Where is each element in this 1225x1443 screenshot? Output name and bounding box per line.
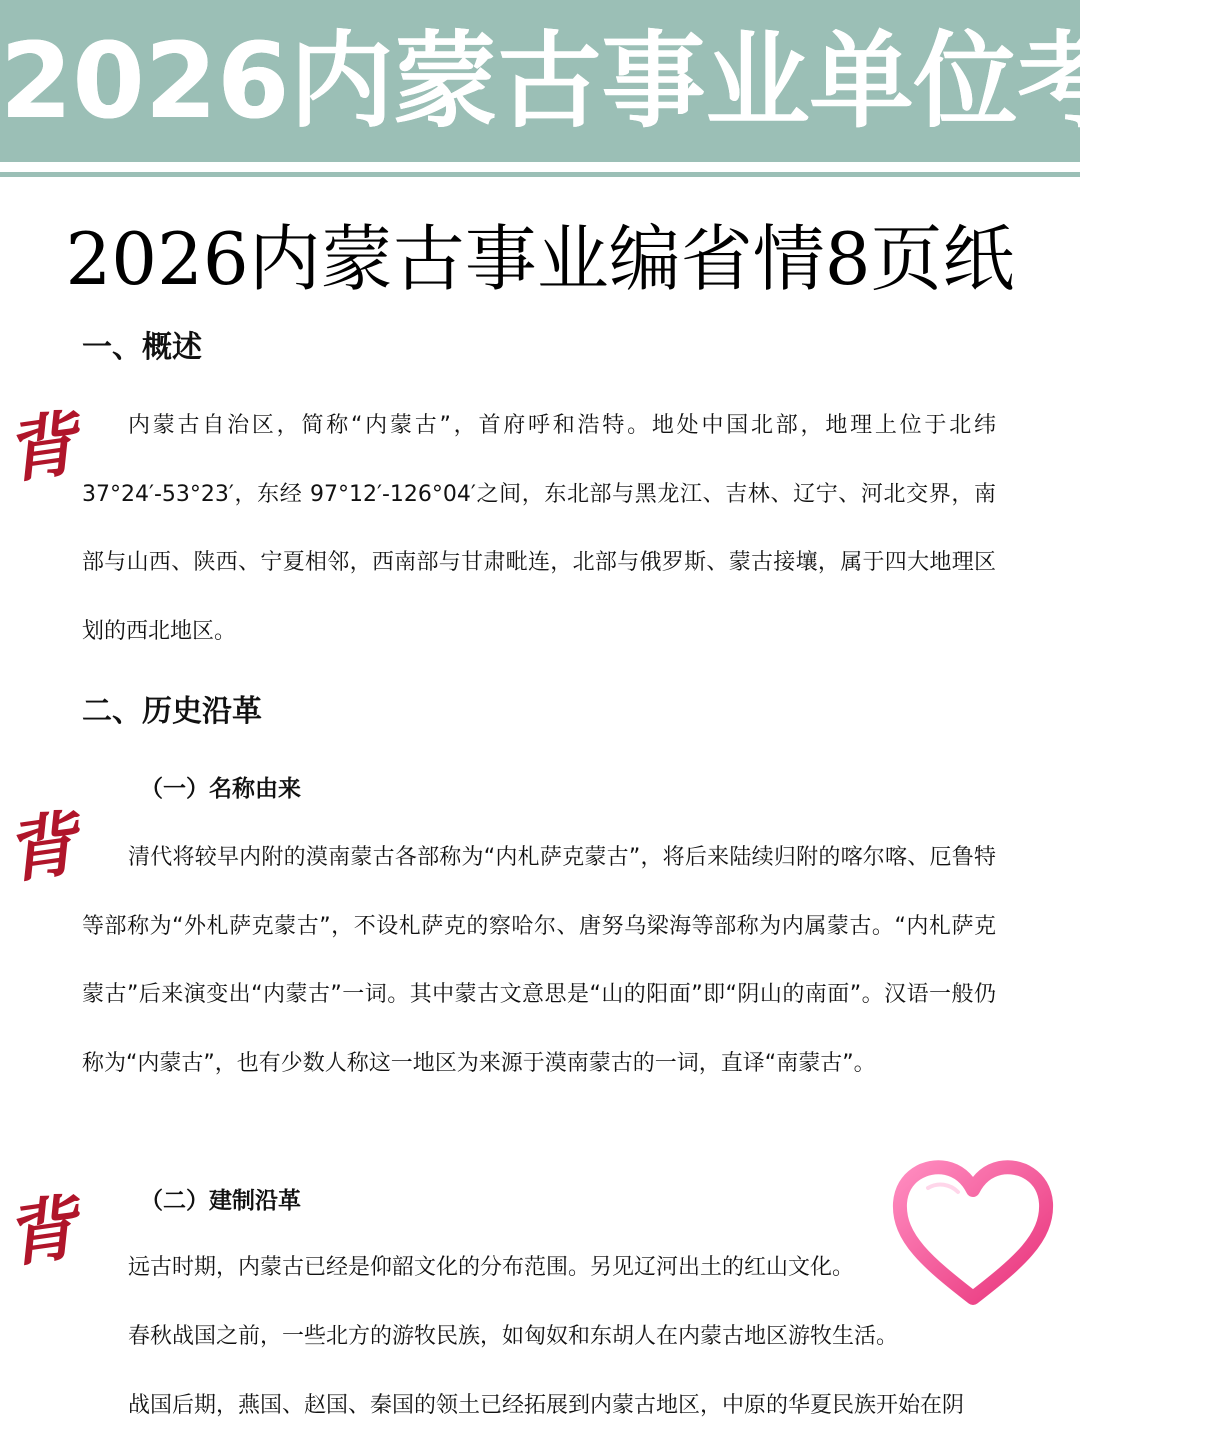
bei-stamp-1: 背 <box>0 401 82 494</box>
name-origin-paragraph: 清代将较早内附的漠南蒙古各部称为“内札萨克蒙古”，将后来陆续归附的喀尔喀、厄鲁特等部称为“外札萨克蒙古”，不设札萨克的察哈尔、唐努乌梁海等部称为内属蒙古。“内札萨克蒙古”后来演变出“内蒙古”一词。其中蒙古文意思是“山的阳面”即“阴山的南面”。汉语一般仍称为“内蒙古”，也有少数人称这一地区为来源于漠南蒙古的一词，直译“南蒙古”。 <box>82 845 996 1076</box>
bei-stamp-3: 背 <box>0 1185 82 1278</box>
history-line-2: 春秋战国之前，一些北方的游牧民族，如匈奴和东胡人在内蒙古地区游牧生活。 <box>128 1324 899 1349</box>
section-heading-overview: 一、概述 <box>82 330 202 365</box>
history-line-1: 远古时期，内蒙古已经是仰韶文化的分布范围。另见辽河出土的红山文化。 <box>128 1255 855 1280</box>
header-divider <box>0 172 1080 177</box>
heart-icon <box>888 1158 1058 1308</box>
subheading-name-origin: （一）名称由来 <box>140 776 301 802</box>
section-heading-history: 二、历史沿革 <box>82 694 262 729</box>
document-title: 2026内蒙古事业编省情8页纸 <box>65 217 1015 301</box>
header-banner <box>0 0 1225 162</box>
overview-paragraph: 内蒙古自治区，简称“内蒙古”，首府呼和浩特。地处中国北部，地理上位于北纬37°24′-53°23′，东经 97°12′-126°04′之间，东北部与黑龙江、吉林、辽宁、河北交界，南部与山西、陕西、宁夏相邻，西南部与甘肃毗连，北部与俄罗斯、蒙古接壤，属于四大地理区划的西北地区。 <box>82 413 996 644</box>
bei-stamp-2: 背 <box>0 801 82 894</box>
banner-title: 2026内蒙古事业单位考试 <box>0 20 1225 142</box>
history-line-3: 战国后期，燕国、赵国、秦国的领土已经拓展到内蒙古地区，中原的华夏民族开始在阴 <box>128 1393 965 1418</box>
subheading-administrative-history: （二）建制沿革 <box>140 1188 301 1214</box>
